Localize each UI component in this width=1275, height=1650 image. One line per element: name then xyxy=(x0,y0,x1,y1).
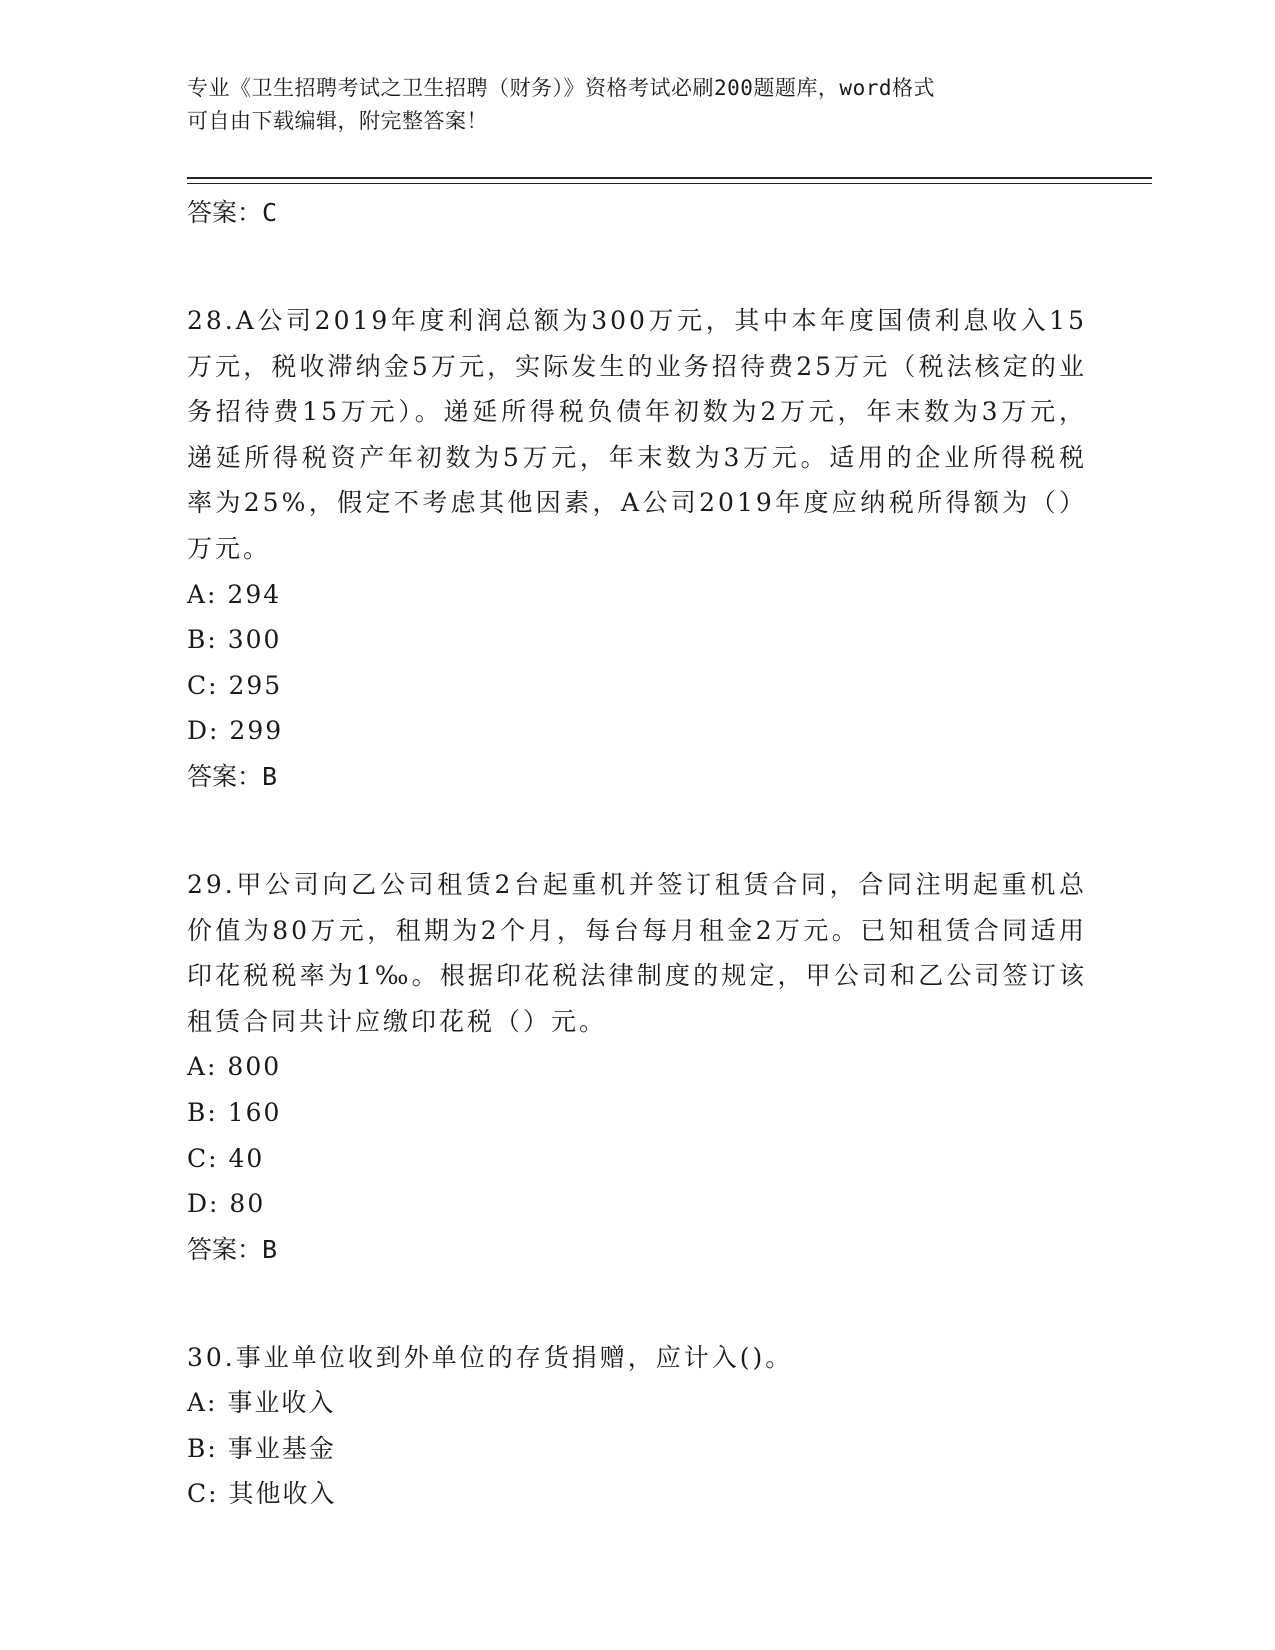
header-line-1: 专业《卫生招聘考试之卫生招聘（财务）》资格考试必刷200题题库，word格式 xyxy=(187,76,935,100)
header-rule-thick xyxy=(187,177,1152,179)
question-text: 30.事业单位收到外单位的存货捐赠，应计入()。 xyxy=(187,1342,794,1372)
option-c: C: 其他收入 xyxy=(187,1479,337,1509)
previous-answer: 答案：C xyxy=(187,198,278,227)
answer: 答案：B xyxy=(187,761,278,791)
question-text: 28.A公司2019年度利润总额为300万元，其中本年度国债利息收入15万元，税收滞纳金5万元，实际发生的业务招待费25万元（税法核定的业务招待费15万元）。递延所得税负债年初数为2万元，年末数为3万元，递延所得税资产年初数为5万元，年末数为3万元。适用的企业所得税税率为25%，假定不考虑其他因素，A公司2019年度应纳税所得额为（）万元。 xyxy=(187,306,1087,563)
option-d: D: 80 xyxy=(187,1189,266,1219)
option-d: D: 299 xyxy=(187,716,284,746)
option-c: C: 40 xyxy=(187,1143,265,1173)
question-list xyxy=(187,190,1087,1517)
header-line-2: 可自由下载编辑，附完整答案！ xyxy=(187,109,488,133)
question-28 xyxy=(187,298,1087,800)
option-b: B: 300 xyxy=(187,625,282,655)
answer: 答案：B xyxy=(187,1234,278,1264)
option-b: B: 160 xyxy=(187,1097,282,1127)
option-a: A: 事业收入 xyxy=(187,1388,336,1418)
option-c: C: 295 xyxy=(187,670,283,700)
document-header xyxy=(187,72,1067,138)
question-30 xyxy=(187,1335,1087,1517)
option-a: A: 294 xyxy=(187,579,282,609)
question-text: 29.甲公司向乙公司租赁2台起重机并签订租赁合同，合同注明起重机总价值为80万元，租期为2个月，每台每月租金2万元。已知租赁合同适用印花税税率为1‰。根据印花税法律制度的规定，甲公司和乙公司签订该租赁合同共计应缴印花税（）元。 xyxy=(187,869,1087,1036)
option-a: A: 800 xyxy=(187,1052,282,1082)
question-29 xyxy=(187,862,1087,1273)
header-rule-thin xyxy=(187,183,1152,184)
option-b: B: 事业基金 xyxy=(187,1433,336,1463)
